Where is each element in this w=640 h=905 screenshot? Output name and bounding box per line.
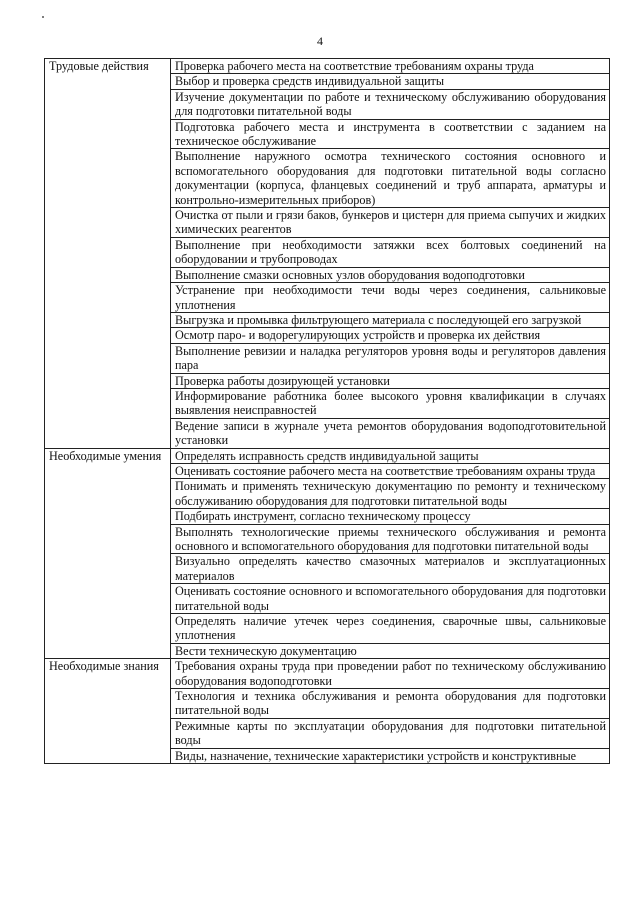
section-item: Осмотр паро- и водорегулирующих устройств и проверка их действия [171, 328, 610, 343]
section-item: Проверка работы дозирующей установки [171, 373, 610, 388]
section-item: Подбирать инструмент, согласно техническому процессу [171, 509, 610, 524]
section-item: Очистка от пыли и грязи баков, бункеров и цистерн для приема сыпучих и жидких химических реагентов [171, 208, 610, 238]
section-item: Оценивать состояние основного и вспомогательного оборудования для подготовки питательной воды [171, 584, 610, 614]
section-item: Понимать и применять техническую документацию по ремонту и техническому обслуживанию оборудования для подготовки питательной воды [171, 479, 610, 509]
table-row [45, 659, 610, 689]
section-title: Необходимые умения [45, 448, 171, 659]
page-number: 4 [317, 34, 323, 48]
section-item: Визуально определять качество смазочных материалов и эксплуатационных материалов [171, 554, 610, 584]
section-item: Выполнять технологические приемы технического обслуживания и ремонта основного и вспомогательного оборудования для подготовки питательной воды [171, 524, 610, 554]
section-item: Режимные карты по эксплуатации оборудования для подготовки питательной воды [171, 718, 610, 748]
table-row [45, 59, 610, 74]
section-item: Проверка рабочего места на соответствие требованиям охраны труда [171, 59, 610, 74]
section-item: Технология и техника обслуживания и ремонта оборудования для подготовки питательной воды [171, 689, 610, 719]
section-item: Оценивать состояние рабочего места на соответствие требованиям охраны труда [171, 463, 610, 478]
section-item: Выполнение при необходимости затяжки всех болтовых соединений на оборудовании и трубопроводах [171, 237, 610, 267]
section-item: Выполнение наружного осмотра технического состояния основного и вспомогательного оборудования для подготовки питательной воды согласно документации (корпуса, фланцевых соединений и труб аппарата, арматуры и контрольно-измерительных приборов) [171, 149, 610, 208]
section-item: Изучение документации по работе и техническому обслуживанию оборудования для подготовки питательной воды [171, 89, 610, 119]
scan-speck [42, 16, 44, 18]
section-item: Виды, назначение, технические характеристики устройств и конструктивные [171, 748, 610, 763]
section-item: Требования охраны труда при проведении работ по техническому обслуживанию оборудования водоподготовки [171, 659, 610, 689]
section-title: Трудовые действия [45, 59, 171, 449]
section-item: Выбор и проверка средств индивидуальной защиты [171, 74, 610, 89]
section-item: Вести техническую документацию [171, 643, 610, 658]
section-title: Необходимые знания [45, 659, 171, 764]
section-item: Ведение записи в журнале учета ремонтов оборудования водоподготовительной установки [171, 418, 610, 448]
section-item: Информирование работника более высокого уровня квалификации в случаях выявления неисправностей [171, 388, 610, 418]
section-item: Выполнение смазки основных узлов оборудования водоподготовки [171, 267, 610, 282]
table-row [45, 448, 610, 463]
labor-function-table [44, 58, 610, 764]
table-body [45, 59, 610, 764]
section-item: Подготовка рабочего места и инструмента в соответствии с заданием на техническое обслуживание [171, 119, 610, 149]
section-item: Выполнение ревизии и наладка регуляторов уровня воды и регуляторов давления пара [171, 343, 610, 373]
section-item: Выгрузка и промывка фильтрующего материала с последующей его загрузкой [171, 312, 610, 327]
section-item: Определять наличие утечек через соединения, сварочные швы, сальниковые уплотнения [171, 614, 610, 644]
section-item: Определять исправность средств индивидуальной защиты [171, 448, 610, 463]
section-item: Устранение при необходимости течи воды через соединения, сальниковые уплотнения [171, 283, 610, 313]
